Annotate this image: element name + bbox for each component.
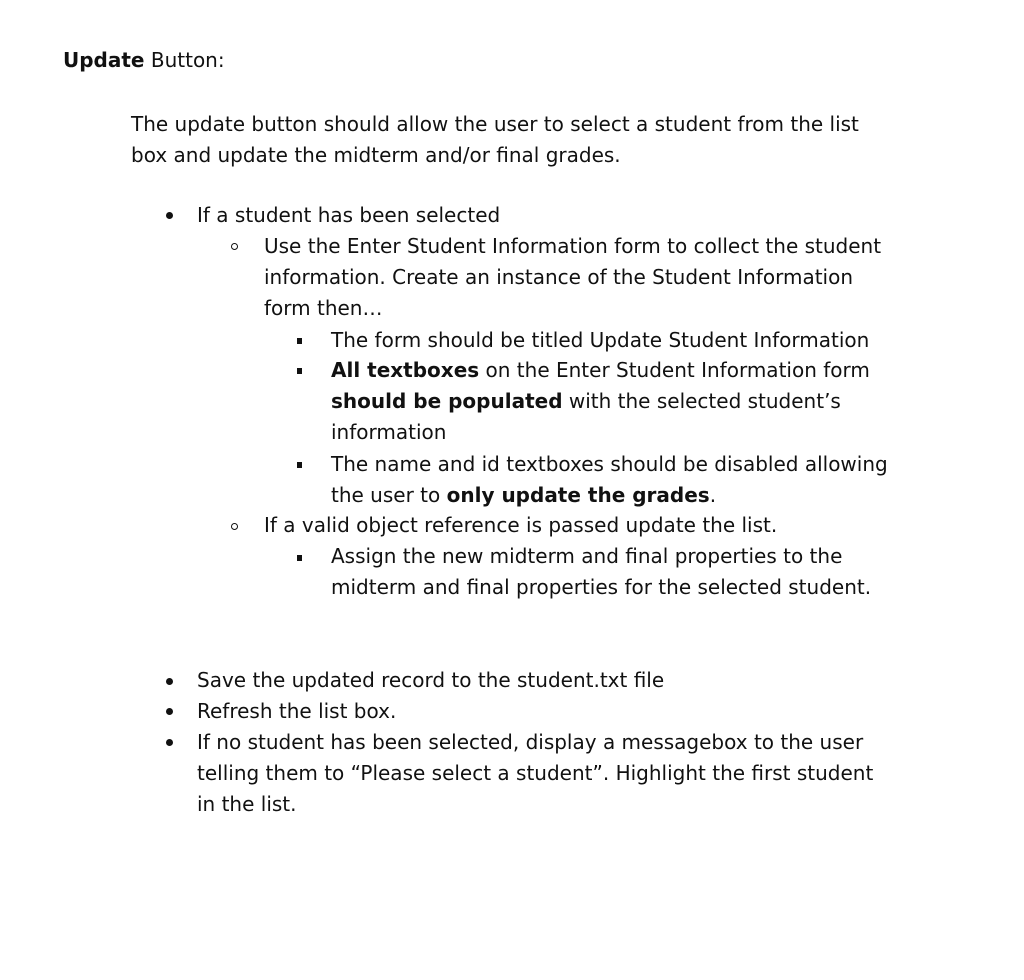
assign-line: midterm and final properties for the selected student. xyxy=(331,575,872,599)
populate-bold: All textboxes xyxy=(331,358,480,382)
section-heading xyxy=(63,45,225,76)
bullet-square xyxy=(297,462,302,468)
bullet-selected-label: If a student has been selected xyxy=(197,203,501,227)
bullet-square xyxy=(297,368,302,374)
bullet-square xyxy=(297,338,302,344)
intro-line: box and update the midterm and/or final grades. xyxy=(131,143,621,167)
no-student-line: If no student has been selected, display a messagebox to the user xyxy=(197,730,864,754)
intro-line: The update button should allow the user to select a student from the list xyxy=(131,112,859,136)
disable-text: . xyxy=(709,483,717,507)
populate-bold: should be populated xyxy=(331,389,563,413)
bullet-dot xyxy=(166,708,173,715)
intro-paragraph xyxy=(131,109,911,171)
bullet-square xyxy=(297,555,302,561)
bullet-no-student xyxy=(197,727,873,820)
bullet-circle xyxy=(231,243,238,250)
heading-bold: Update xyxy=(63,48,145,72)
sub-sub-item-disable xyxy=(331,449,888,511)
populate-line xyxy=(331,355,870,386)
bullet-dot xyxy=(166,739,173,746)
populate-text: on the Enter Student Information form xyxy=(479,358,870,382)
disable-line: The name and id textboxes should be disabled allowing xyxy=(331,452,888,476)
sub-item-line: Use the Enter Student Information form to collect the student xyxy=(264,234,882,258)
assign-line: Assign the new midterm and final properties to the xyxy=(331,544,843,568)
disable-bold: only update the grades xyxy=(446,483,710,507)
sub-item-line: information. Create an instance of the Student Information xyxy=(264,265,854,289)
sub-item-valid: If a valid object reference is passed update the list. xyxy=(264,513,778,537)
bullet-save: Save the updated record to the student.txt file xyxy=(197,668,665,692)
populate-line xyxy=(331,386,870,417)
populate-line: information xyxy=(331,420,447,444)
sub-sub-item-assign xyxy=(331,541,871,603)
bullet-circle xyxy=(231,523,238,530)
no-student-line: telling them to “Please select a student”. Highlight the first student xyxy=(197,761,874,785)
sub-item-form xyxy=(264,231,881,324)
heading-rest: Button: xyxy=(144,48,225,72)
sub-sub-item-title: The form should be titled Update Student Information xyxy=(331,328,870,352)
bullet-dot xyxy=(166,212,173,219)
bullet-dot xyxy=(166,678,173,685)
bullet-refresh: Refresh the list box. xyxy=(197,699,397,723)
sub-item-line: form then… xyxy=(264,296,383,320)
sub-sub-item-populate xyxy=(331,355,870,448)
disable-text: the user to xyxy=(331,483,447,507)
disable-line xyxy=(331,480,888,511)
populate-text: with the selected student’s xyxy=(562,389,841,413)
no-student-line: in the list. xyxy=(197,792,297,816)
